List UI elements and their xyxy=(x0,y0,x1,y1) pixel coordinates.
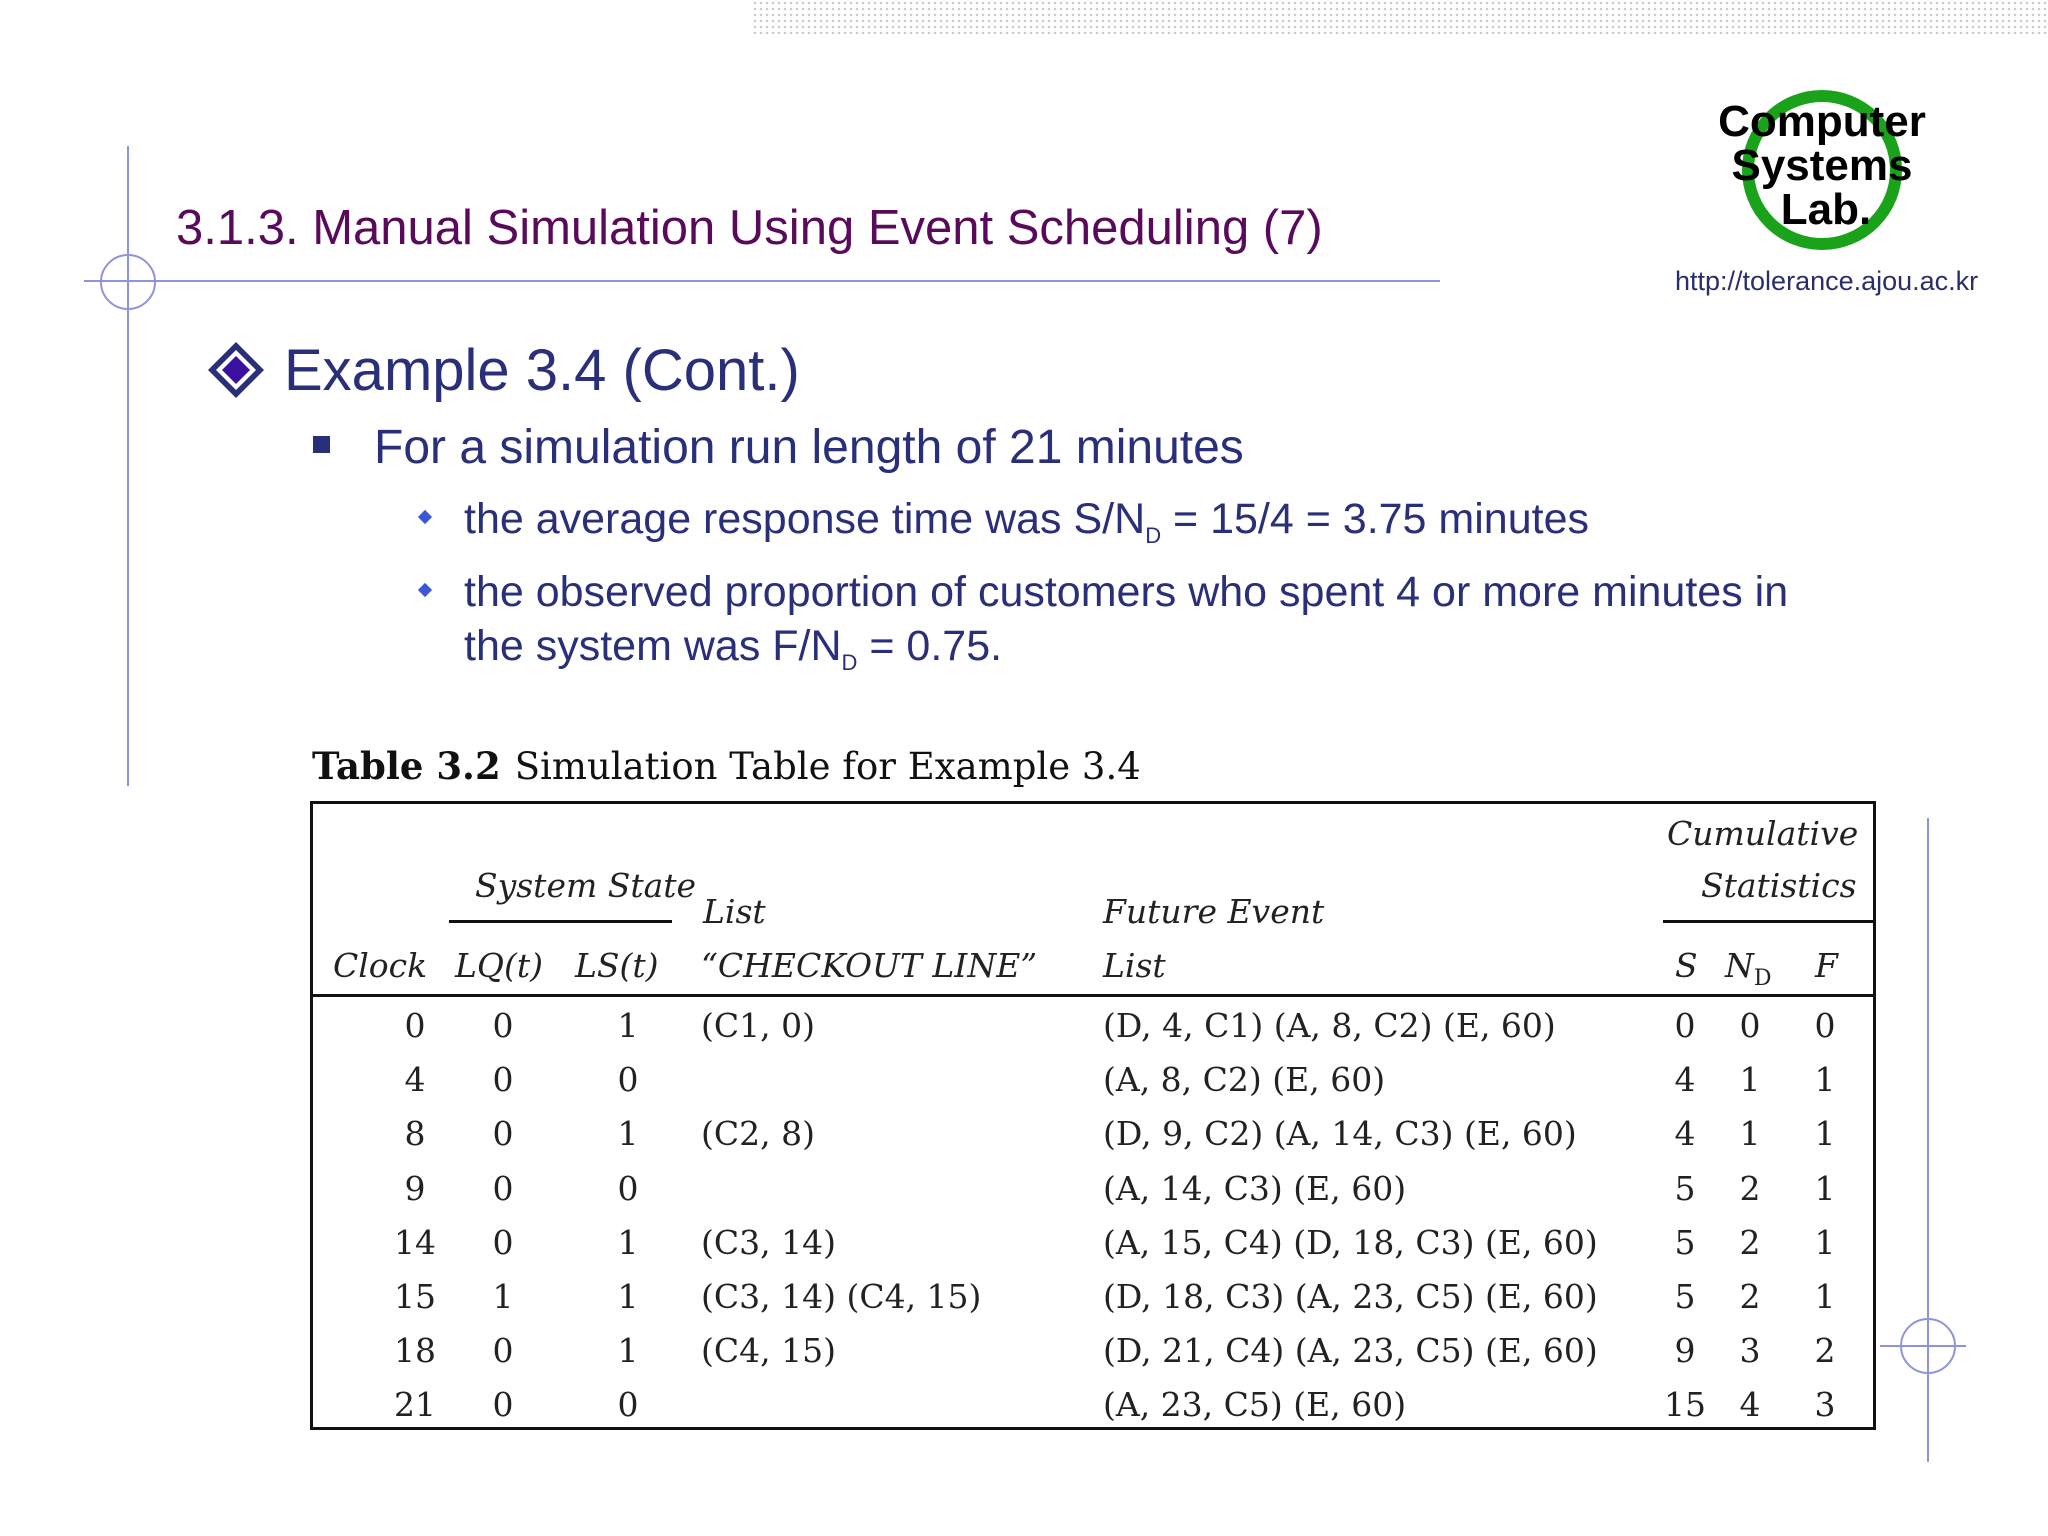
table-number: Table 3.2 xyxy=(312,744,501,788)
cell-ls: 1 xyxy=(617,1222,639,1262)
response-time-text xyxy=(464,492,1589,563)
cell-ls: 1 xyxy=(617,1331,639,1371)
cell-s: 5 xyxy=(1674,1168,1696,1208)
cell-future-event-list: (A, 15, C4) (D, 18, C3) (E, 60) xyxy=(1103,1222,1598,1262)
cell-ls: 0 xyxy=(617,1168,639,1208)
cell-nd: 2 xyxy=(1739,1222,1761,1262)
cell-s: 0 xyxy=(1674,1006,1696,1045)
cell-future-event-list: (A, 14, C3) (E, 60) xyxy=(1103,1168,1407,1208)
cell-nd: 4 xyxy=(1739,1385,1761,1425)
cell-f: 0 xyxy=(1814,1006,1836,1045)
cell-nd: 1 xyxy=(1739,1114,1761,1154)
cell-clock: 8 xyxy=(404,1114,426,1154)
cell-s: 15 xyxy=(1664,1385,1706,1425)
cell-lq: 0 xyxy=(492,1385,514,1425)
cell-nd: 1 xyxy=(1739,1060,1761,1100)
cell-ls: 1 xyxy=(617,1006,639,1045)
square-bullet-icon xyxy=(313,436,330,453)
cell-future-event-list: (D, 21, C4) (A, 23, C5) (E, 60) xyxy=(1103,1331,1598,1371)
small-diamond-bullet-icon xyxy=(418,583,432,597)
cell-ls: 1 xyxy=(617,1114,639,1154)
logo-line-1: Computer xyxy=(1718,97,1926,146)
header-system-state: System State xyxy=(475,866,697,905)
response-time-sub: D xyxy=(1145,523,1162,548)
cell-lq: 0 xyxy=(492,1006,514,1045)
cell-clock: 15 xyxy=(394,1277,436,1316)
table-caption xyxy=(312,744,1141,788)
simulation-table xyxy=(310,801,1876,1430)
cell-future-event-list: (D, 18, C3) (A, 23, C5) (E, 60) xyxy=(1103,1277,1598,1316)
header-clock: Clock xyxy=(333,946,428,985)
computer-systems-lab-logo xyxy=(1700,84,1940,254)
cell-lq: 0 xyxy=(492,1331,514,1371)
example-heading: Example 3.4 (Cont.) xyxy=(284,338,800,403)
header-statistics: Statistics xyxy=(1701,866,1857,905)
cell-checkout-line: (C3, 14) (C4, 15) xyxy=(701,1277,982,1316)
header-checkout-line: “CHECKOUT LINE” xyxy=(701,946,1038,985)
cell-checkout-line: (C2, 8) xyxy=(701,1114,815,1154)
cell-f: 3 xyxy=(1814,1385,1836,1425)
cell-nd: 2 xyxy=(1739,1168,1761,1208)
title-underline xyxy=(84,280,1440,282)
header-f: F xyxy=(1815,946,1838,985)
system-state-rule xyxy=(449,920,672,923)
response-time-post: = 15/4 = 3.75 minutes xyxy=(1161,495,1589,543)
cumulative-rule xyxy=(1663,920,1873,923)
logo-line-3: Lab. xyxy=(1780,185,1872,234)
header-bottom-rule xyxy=(313,994,1873,997)
header-list-top: List xyxy=(703,892,766,931)
cell-clock: 18 xyxy=(394,1331,436,1371)
proportion-sub: D xyxy=(841,650,858,675)
cell-clock: 9 xyxy=(404,1168,426,1208)
cell-s: 5 xyxy=(1674,1222,1696,1262)
diamond-bullet-icon xyxy=(206,340,266,400)
cell-ls: 1 xyxy=(617,1277,639,1316)
cell-f: 1 xyxy=(1814,1222,1836,1262)
small-diamond-bullet-icon xyxy=(418,510,432,524)
cell-f: 1 xyxy=(1814,1060,1836,1100)
cell-s: 5 xyxy=(1674,1277,1696,1316)
cell-f: 2 xyxy=(1814,1331,1836,1371)
cell-nd: 2 xyxy=(1739,1277,1761,1316)
cell-lq: 0 xyxy=(492,1060,514,1100)
proportion-text xyxy=(464,565,1788,690)
header-ls: LS(t) xyxy=(575,946,659,985)
proportion-pre: the system was F/N xyxy=(464,622,842,670)
cell-s: 9 xyxy=(1674,1331,1696,1371)
slide-title: 3.1.3. Manual Simulation Using Event Scheduling (7) xyxy=(176,201,1323,255)
cell-ls: 0 xyxy=(617,1385,639,1425)
cell-s: 4 xyxy=(1674,1114,1696,1154)
cell-f: 1 xyxy=(1814,1168,1836,1208)
cell-future-event-list: (A, 8, C2) (E, 60) xyxy=(1103,1060,1386,1100)
header-cumulative: Cumulative xyxy=(1667,814,1859,853)
cell-ls: 0 xyxy=(617,1060,639,1100)
dotted-header-band xyxy=(752,0,2048,34)
header-nd-sub: D xyxy=(1753,966,1772,991)
cell-lq: 0 xyxy=(492,1168,514,1208)
cell-nd: 0 xyxy=(1739,1006,1761,1045)
lab-url[interactable]: http://tolerance.ajou.ac.kr xyxy=(1675,266,1979,296)
response-time-pre: the average response time was S/N xyxy=(464,495,1146,543)
cell-checkout-line: (C1, 0) xyxy=(701,1006,815,1045)
table-title: Simulation Table for Example 3.4 xyxy=(514,745,1141,788)
cell-checkout-line: (C3, 14) xyxy=(701,1222,836,1262)
header-lq: LQ(t) xyxy=(455,946,543,985)
proportion-line-1: the observed proportion of customers who spent 4 or more minutes in xyxy=(464,568,1789,616)
cell-s: 4 xyxy=(1674,1060,1696,1100)
right-crosshair xyxy=(1900,1318,1956,1374)
proportion-post: = 0.75. xyxy=(857,622,1003,670)
header-nd-main: N xyxy=(1725,946,1754,985)
cell-clock: 4 xyxy=(404,1060,426,1100)
cell-future-event-list: (D, 9, C2) (A, 14, C3) (E, 60) xyxy=(1103,1114,1577,1154)
cell-clock: 14 xyxy=(394,1222,436,1262)
header-s: S xyxy=(1675,946,1698,985)
cell-lq: 0 xyxy=(492,1222,514,1262)
header-nd xyxy=(1725,946,1772,991)
cell-clock: 21 xyxy=(394,1385,436,1425)
cell-future-event-list: (D, 4, C1) (A, 8, C2) (E, 60) xyxy=(1103,1006,1556,1045)
cell-nd: 3 xyxy=(1739,1331,1761,1371)
cell-future-event-list: (A, 23, C5) (E, 60) xyxy=(1103,1385,1407,1425)
run-length-text: For a simulation run length of 21 minutes xyxy=(374,421,1244,474)
cell-clock: 0 xyxy=(404,1006,426,1045)
proportion-line-2 xyxy=(464,619,1788,690)
header-future-event: Future Event xyxy=(1103,892,1325,931)
cell-checkout-line: (C4, 15) xyxy=(701,1331,836,1371)
logo-line-2: Systems xyxy=(1731,141,1913,190)
left-crosshair xyxy=(100,254,156,310)
header-list: List xyxy=(1103,946,1166,985)
cell-lq: 0 xyxy=(492,1114,514,1154)
left-vertical-rule xyxy=(127,146,129,786)
cell-f: 1 xyxy=(1814,1277,1836,1316)
cell-f: 1 xyxy=(1814,1114,1836,1154)
cell-lq: 1 xyxy=(492,1277,514,1316)
